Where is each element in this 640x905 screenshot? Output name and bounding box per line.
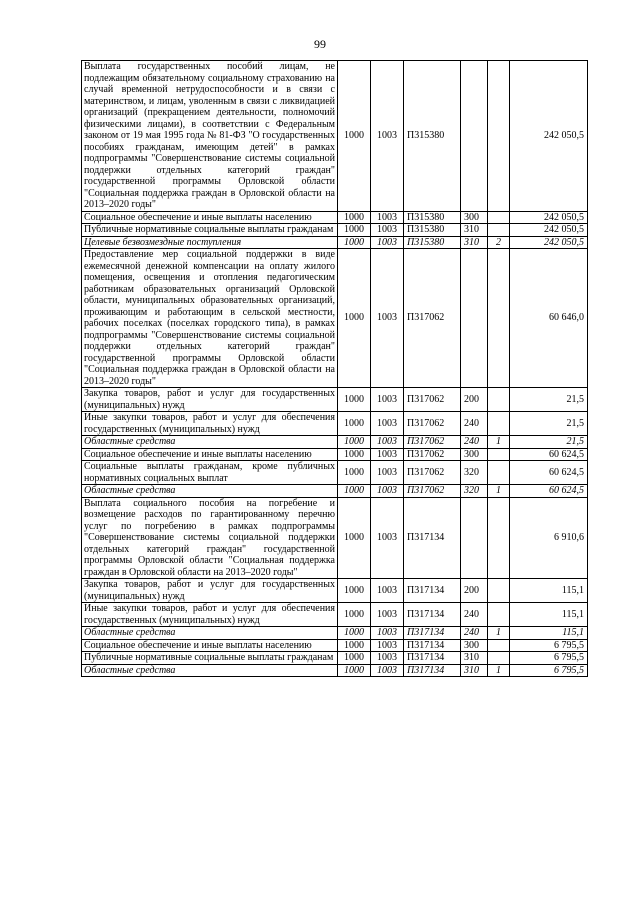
expense-type-cell: 300 [461, 639, 488, 652]
source-code-cell [488, 461, 510, 485]
source-code-cell [488, 652, 510, 665]
table-row [82, 639, 588, 652]
expense-type-cell: 310 [461, 652, 488, 665]
table-row [82, 497, 588, 579]
section-code-cell: 1000 [338, 627, 371, 640]
target-item-cell: П315380 [404, 224, 461, 237]
subsection-code-cell: 1003 [371, 485, 404, 498]
table-row [82, 448, 588, 461]
subsection-code-cell: 1003 [371, 664, 404, 677]
target-item-cell: П317062 [404, 485, 461, 498]
amount-cell: 242 050,5 [510, 224, 588, 237]
section-code-cell: 1000 [338, 603, 371, 627]
row-name-cell: Публичные нормативные социальные выплаты гражданам [82, 652, 338, 665]
section-code-cell: 1000 [338, 652, 371, 665]
subsection-code-cell: 1003 [371, 579, 404, 603]
section-code-cell: 1000 [338, 249, 371, 388]
subsection-code-cell: 1003 [371, 639, 404, 652]
target-item-cell: П317134 [404, 497, 461, 579]
section-code-cell: 1000 [338, 448, 371, 461]
section-code-cell: 1000 [338, 236, 371, 249]
table-row [82, 627, 588, 640]
amount-cell: 6 795,5 [510, 652, 588, 665]
budget-table [81, 60, 588, 677]
row-name-cell: Социальное обеспечение и иные выплаты населению [82, 211, 338, 224]
table-row [82, 249, 588, 388]
table-row [82, 436, 588, 449]
target-item-cell: П317062 [404, 448, 461, 461]
row-name-cell: Социальное обеспечение и иные выплаты населению [82, 639, 338, 652]
expense-type-cell: 240 [461, 412, 488, 436]
subsection-code-cell: 1003 [371, 236, 404, 249]
source-code-cell [488, 579, 510, 603]
expense-type-cell: 200 [461, 579, 488, 603]
expense-type-cell [461, 497, 488, 579]
section-code-cell: 1000 [338, 61, 371, 212]
target-item-cell: П317134 [404, 664, 461, 677]
page-number: 99 [314, 37, 326, 51]
section-code-cell: 1000 [338, 485, 371, 498]
source-code-cell [488, 224, 510, 237]
row-name-cell: Закупка товаров, работ и услуг для государственных (муниципальных) нужд [82, 388, 338, 412]
row-name-cell: Целевые безвозмездные поступления [82, 236, 338, 249]
subsection-code-cell: 1003 [371, 652, 404, 665]
row-name-cell: Предоставление мер социальной поддержки в виде ежемесячной денежной компенсации на оплату жилого помещения, освещения и отопления педагогическим работникам образовательных организаций Орловской области, муниципальных образовательных организаций, проживающим и работающим в сельской местности, рабочих поселках (поселках городского типа), в рамках подпрограммы "Совершенствование системы социальной поддержки отдельных категорий граждан" государственной программы Орловской области "Социальная поддержка граждан в Орловской области на 2013–2020 годы" [82, 249, 338, 388]
table-row [82, 652, 588, 665]
subsection-code-cell: 1003 [371, 603, 404, 627]
row-name-cell: Социальные выплаты гражданам, кроме публичных нормативных социальных выплат [82, 461, 338, 485]
table-row [82, 224, 588, 237]
source-code-cell [488, 448, 510, 461]
amount-cell: 60 624,5 [510, 461, 588, 485]
table-row [82, 388, 588, 412]
source-code-cell: 1 [488, 664, 510, 677]
target-item-cell: П317134 [404, 639, 461, 652]
budget-table-body [82, 61, 588, 677]
target-item-cell: П315380 [404, 236, 461, 249]
amount-cell: 115,1 [510, 603, 588, 627]
subsection-code-cell: 1003 [371, 61, 404, 212]
amount-cell: 6 795,5 [510, 639, 588, 652]
row-name-cell: Публичные нормативные социальные выплаты гражданам [82, 224, 338, 237]
subsection-code-cell: 1003 [371, 388, 404, 412]
expense-type-cell: 320 [461, 485, 488, 498]
target-item-cell: П317062 [404, 388, 461, 412]
target-item-cell: П317062 [404, 461, 461, 485]
amount-cell: 242 050,5 [510, 236, 588, 249]
subsection-code-cell: 1003 [371, 627, 404, 640]
target-item-cell: П317134 [404, 603, 461, 627]
amount-cell: 6 795,5 [510, 664, 588, 677]
table-row [82, 236, 588, 249]
source-code-cell [488, 412, 510, 436]
section-code-cell: 1000 [338, 639, 371, 652]
amount-cell: 60 646,0 [510, 249, 588, 388]
amount-cell: 60 624,5 [510, 485, 588, 498]
table-row [82, 412, 588, 436]
expense-type-cell: 200 [461, 388, 488, 412]
amount-cell: 21,5 [510, 388, 588, 412]
expense-type-cell: 320 [461, 461, 488, 485]
amount-cell: 21,5 [510, 412, 588, 436]
section-code-cell: 1000 [338, 664, 371, 677]
expense-type-cell: 240 [461, 627, 488, 640]
section-code-cell: 1000 [338, 211, 371, 224]
source-code-cell: 1 [488, 627, 510, 640]
subsection-code-cell: 1003 [371, 412, 404, 436]
row-name-cell: Иные закупки товаров, работ и услуг для обеспечения государственных (муниципальных) нужд [82, 603, 338, 627]
source-code-cell [488, 61, 510, 212]
subsection-code-cell: 1003 [371, 436, 404, 449]
source-code-cell [488, 639, 510, 652]
section-code-cell: 1000 [338, 224, 371, 237]
source-code-cell [488, 211, 510, 224]
source-code-cell [488, 249, 510, 388]
subsection-code-cell: 1003 [371, 461, 404, 485]
row-name-cell: Выплата государственных пособий лицам, не подлежащим обязательному социальному страхованию на случай временной нетрудоспособности и в связи с материнством, и лицам, уволенным в связи с ликвидацией организаций (прекращением деятельности, полномочий физическими лицами), в соответствии с Федеральным законом от 19 мая 1995 года № 81-ФЗ "О государственных пособиях гражданам, имеющим детей" в рамках подпрограммы "Совершенствование системы социальной поддержки отдельных категорий граждан" государственной программы Орловской области "Социальная поддержка граждан в Орловской области на 2013–2020 годы" [82, 61, 338, 212]
expense-type-cell: 240 [461, 436, 488, 449]
expense-type-cell: 240 [461, 603, 488, 627]
row-name-cell: Иные закупки товаров, работ и услуг для обеспечения государственных (муниципальных) нужд [82, 412, 338, 436]
subsection-code-cell: 1003 [371, 249, 404, 388]
section-code-cell: 1000 [338, 461, 371, 485]
source-code-cell: 1 [488, 485, 510, 498]
table-row [82, 211, 588, 224]
source-code-cell [488, 497, 510, 579]
source-code-cell [488, 603, 510, 627]
table-row [82, 579, 588, 603]
subsection-code-cell: 1003 [371, 211, 404, 224]
expense-type-cell [461, 61, 488, 212]
amount-cell: 242 050,5 [510, 211, 588, 224]
row-name-cell: Областные средства [82, 485, 338, 498]
target-item-cell: П317062 [404, 436, 461, 449]
amount-cell: 242 050,5 [510, 61, 588, 212]
section-code-cell: 1000 [338, 412, 371, 436]
source-code-cell: 2 [488, 236, 510, 249]
subsection-code-cell: 1003 [371, 224, 404, 237]
expense-type-cell: 300 [461, 448, 488, 461]
expense-type-cell: 310 [461, 224, 488, 237]
table-row [82, 664, 588, 677]
row-name-cell: Социальное обеспечение и иные выплаты населению [82, 448, 338, 461]
amount-cell: 6 910,6 [510, 497, 588, 579]
subsection-code-cell: 1003 [371, 497, 404, 579]
expense-type-cell: 300 [461, 211, 488, 224]
amount-cell: 115,1 [510, 579, 588, 603]
target-item-cell: П315380 [404, 211, 461, 224]
row-name-cell: Закупка товаров, работ и услуг для государственных (муниципальных) нужд [82, 579, 338, 603]
section-code-cell: 1000 [338, 436, 371, 449]
table-row [82, 61, 588, 212]
row-name-cell: Выплата социального пособия на погребение и возмещение расходов по гарантированному перечню услуг по погребению в рамках подпрограммы "Совершенствование системы социальной поддержки отдельных категорий граждан" государственной программы Орловской области "Социальная поддержка граждан в Орловской области на 2013–2020 годы" [82, 497, 338, 579]
amount-cell: 21,5 [510, 436, 588, 449]
expense-type-cell: 310 [461, 236, 488, 249]
subsection-code-cell: 1003 [371, 448, 404, 461]
target-item-cell: П317062 [404, 249, 461, 388]
section-code-cell: 1000 [338, 579, 371, 603]
target-item-cell: П317134 [404, 579, 461, 603]
amount-cell: 115,1 [510, 627, 588, 640]
table-row [82, 603, 588, 627]
section-code-cell: 1000 [338, 388, 371, 412]
section-code-cell: 1000 [338, 497, 371, 579]
source-code-cell: 1 [488, 436, 510, 449]
target-item-cell: П317134 [404, 652, 461, 665]
amount-cell: 60 624,5 [510, 448, 588, 461]
target-item-cell: П315380 [404, 61, 461, 212]
expense-type-cell: 310 [461, 664, 488, 677]
row-name-cell: Областные средства [82, 436, 338, 449]
expense-type-cell [461, 249, 488, 388]
row-name-cell: Областные средства [82, 664, 338, 677]
table-row [82, 485, 588, 498]
source-code-cell [488, 388, 510, 412]
target-item-cell: П317062 [404, 412, 461, 436]
row-name-cell: Областные средства [82, 627, 338, 640]
target-item-cell: П317134 [404, 627, 461, 640]
table-row [82, 461, 588, 485]
